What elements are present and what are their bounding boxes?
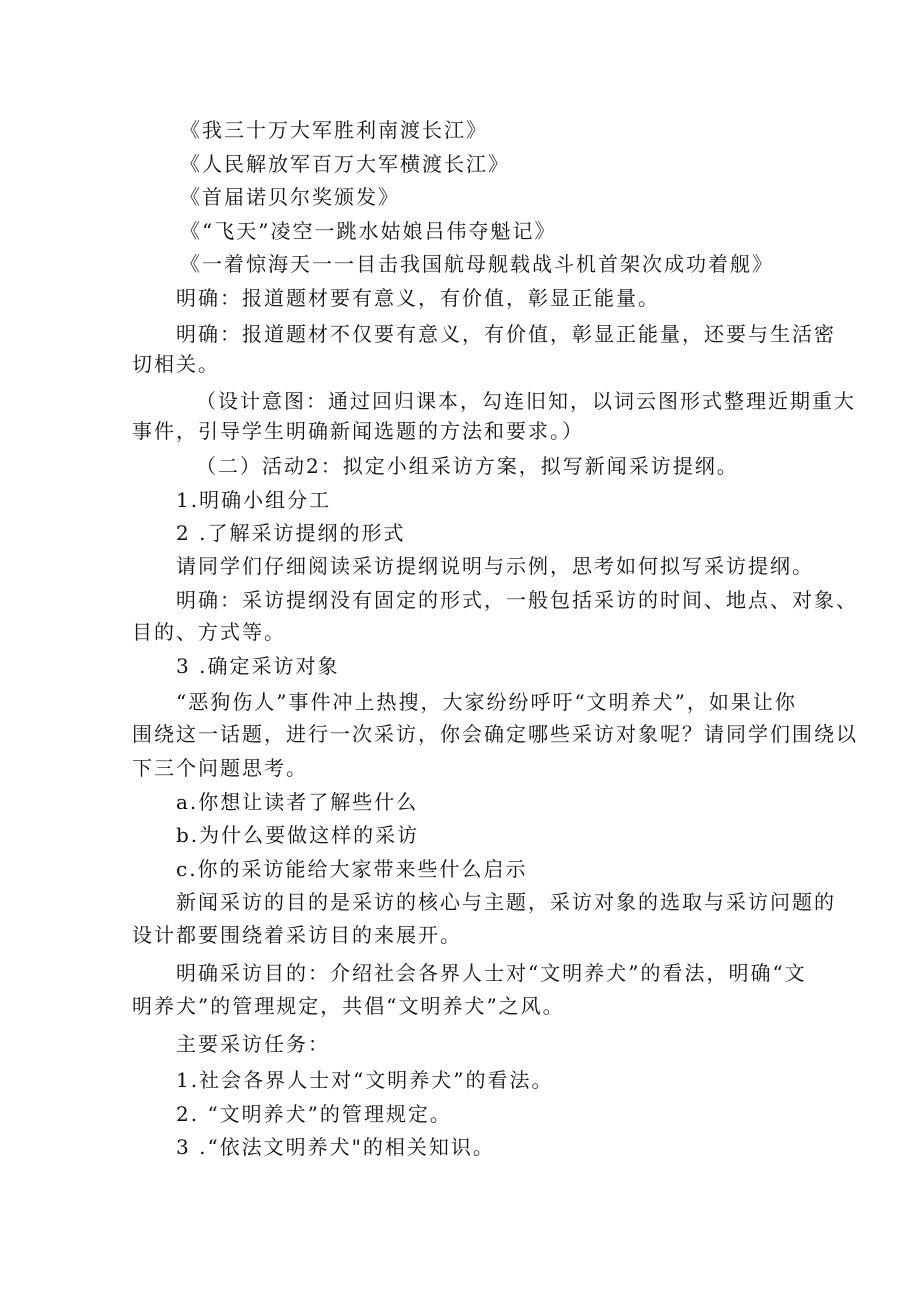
dog-scenario-line-2: 围绕这一话题，进行一次采访，你会确定哪些采访对象呢？请同学们围绕以 bbox=[132, 722, 858, 746]
step-3: 3 .确定采访对象 bbox=[176, 654, 340, 678]
question-b: b.为什么要做这样的采访 bbox=[176, 823, 420, 847]
design-intent-line-1: （设计意图：通过回归课本，勾连旧知，以词云图形式整理近期重大 bbox=[196, 389, 856, 413]
news-title-3: 《首届诺贝尔奖颁发》 bbox=[180, 185, 400, 209]
purpose-note-line-1: 新闻采访的目的是采访的核心与主题，采访对象的选取与采访问题的 bbox=[176, 890, 836, 914]
task-2: 2. “文明养犬”的管理规定。 bbox=[176, 1102, 452, 1126]
clarify-paragraph-3-line-1: 明确：采访提纲没有固定的形式，一般包括采访的时间、地点、对象、 bbox=[176, 588, 858, 612]
news-title-1: 《我三十万大军胜利南渡长江》 bbox=[180, 118, 488, 142]
design-intent-line-2: 事件，引导学生明确新闻选题的方法和要求。） bbox=[132, 419, 584, 443]
clarify-purpose-line-2: 明养犬”的管理规定，共倡“文明养犬”之风。 bbox=[132, 994, 565, 1018]
clarify-paragraph-3-line-2: 目的、方式等。 bbox=[132, 620, 286, 644]
task-3: 3 .“依法文明养犬"的相关知识。 bbox=[176, 1135, 495, 1159]
purpose-note-line-2: 设计都要围绕着采访目的来展开。 bbox=[132, 923, 462, 947]
news-title-4: 《“飞天”凌空一跳水姑娘吕伟夺魁记》 bbox=[180, 219, 557, 243]
news-title-5: 《一着惊海天一一目击我国航母舰载战斗机首架次成功着舰》 bbox=[180, 252, 774, 276]
question-c: c.你的采访能给大家带来些什么启示 bbox=[176, 857, 528, 881]
read-prompt: 请同学们仔细阅读采访提纲说明与示例，思考如何拟写采访提纲。 bbox=[176, 554, 814, 578]
step-2: 2 .了解采访提纲的形式 bbox=[176, 521, 406, 545]
task-1: 1.社会各界人士对“文明养犬”的看法。 bbox=[176, 1068, 554, 1092]
clarify-paragraph-2-line-2: 切相关。 bbox=[132, 352, 220, 376]
dog-scenario-line-1: “恶狗伤人”事件冲上热搜，大家纷纷呼吁“文明养犬”，如果让你 bbox=[176, 690, 797, 714]
news-title-2: 《人民解放军百万大军横渡长江》 bbox=[180, 152, 510, 176]
clarify-purpose-line-1: 明确采访目的：介绍社会各界人士对“文明养犬”的看法，明确“文 bbox=[176, 961, 807, 985]
clarify-paragraph-1: 明确：报道题材要有意义，有价值，彰显正能量。 bbox=[176, 286, 660, 310]
dog-scenario-line-3: 下三个问题思考。 bbox=[132, 756, 308, 780]
main-tasks-heading: 主要采访任务： bbox=[176, 1032, 330, 1056]
activity-2-heading: （二）活动2：拟定小组采访方案，拟写新闻采访提纲。 bbox=[196, 454, 739, 478]
clarify-paragraph-2-line-1: 明确：报道题材不仅要有意义，有价值，彰显正能量，还要与生活密 bbox=[176, 322, 836, 346]
step-1: 1.明确小组分工 bbox=[176, 488, 332, 512]
question-a: a.你想让读者了解些什么 bbox=[176, 790, 419, 814]
